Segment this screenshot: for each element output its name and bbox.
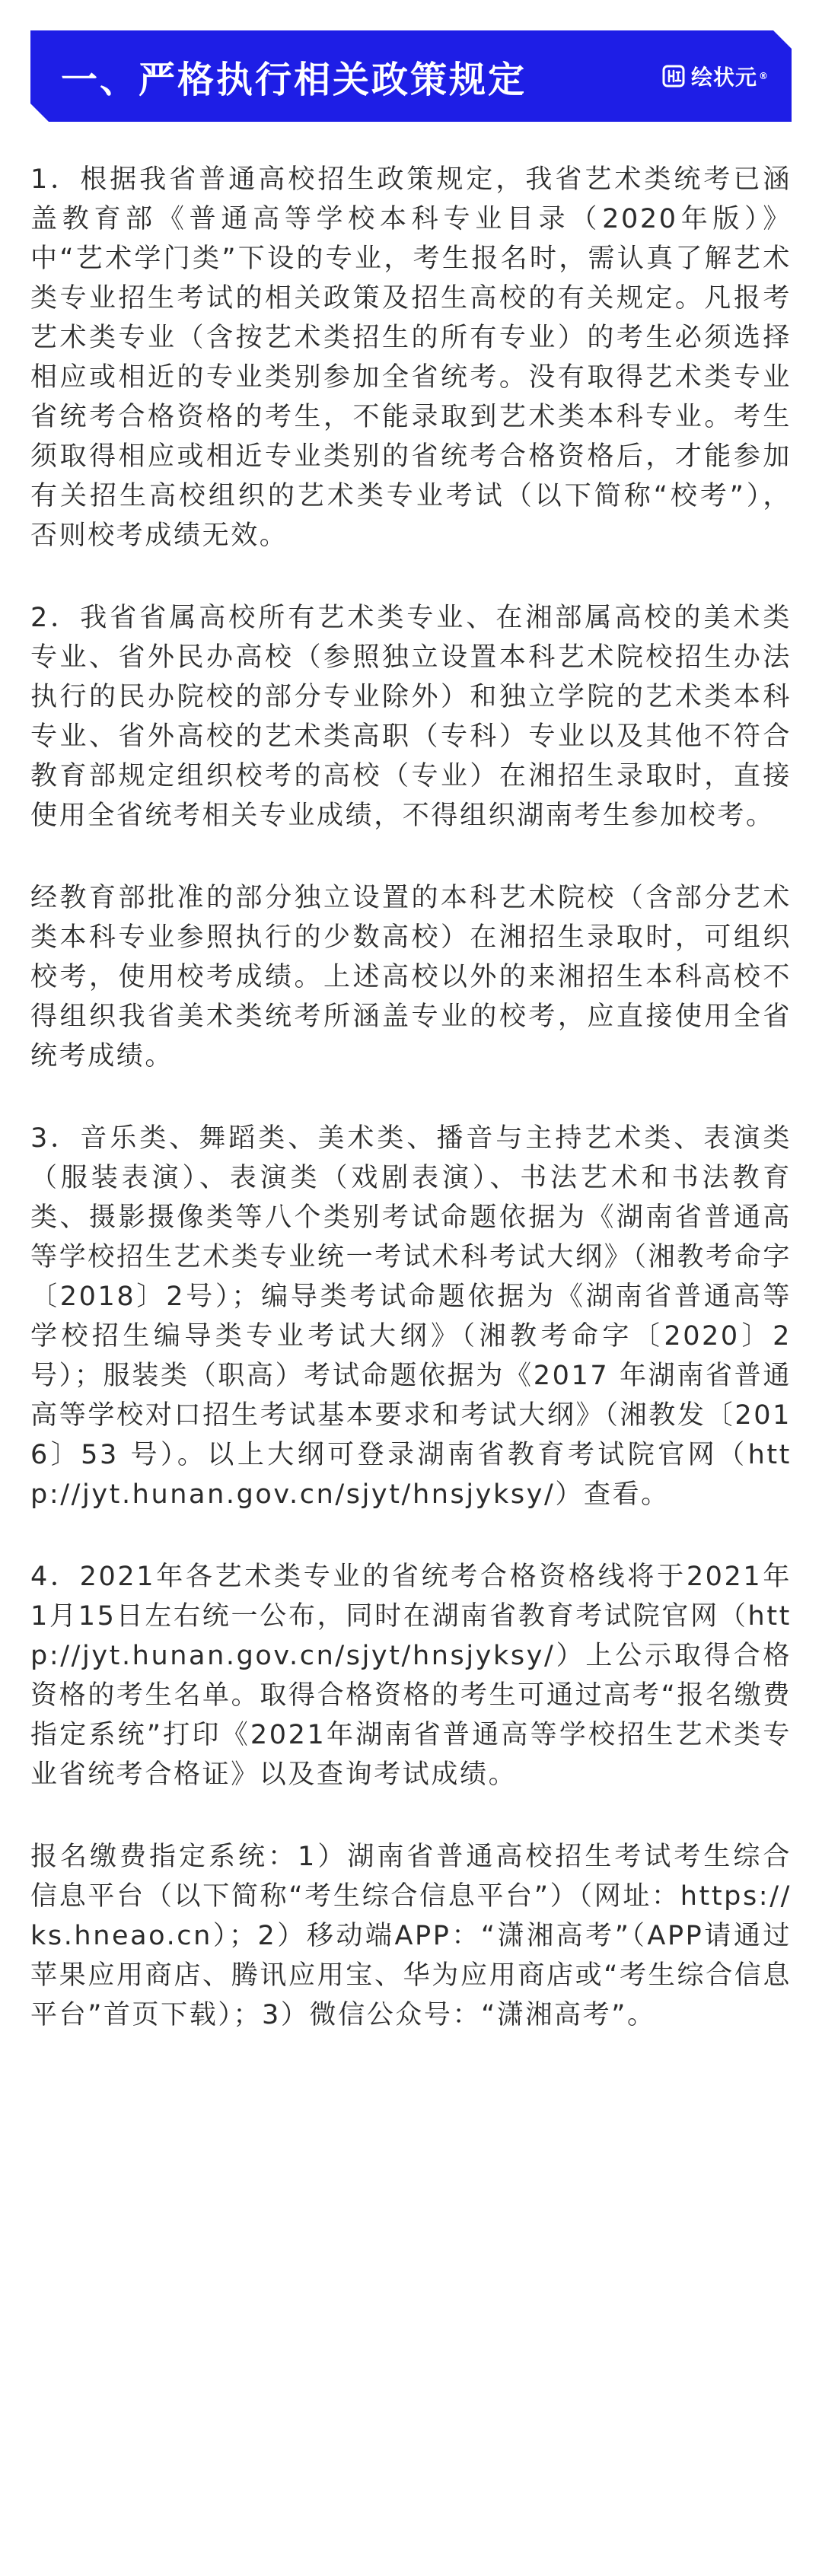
paragraph-3: 经教育部批准的部分独立设置的本科艺术院校（含部分艺术类本科专业参照执行的少数高校）在湘招生录取时，可组织校考，使用校考成绩。上述高校以外的来湘招生本科高校不得组织我省美术类统考所涵盖专业的校考，应直接使用全省统考成绩。 xyxy=(30,883,792,1071)
brand-name: 绘状元 xyxy=(690,65,757,90)
paragraph-4: 3．音乐类、舞蹈类、美术类、播音与主持艺术类、表演类（服装表演）、表演类（戏剧表演）、书法艺术和书法教育类、摄影摄像类等八个类别考试命题依据为《湖南省普通高等学校招生艺术类专业统一考试术科考试大纲》（湘教考命字〔2018〕2号）；编导类考试命题依据为《湖南省普通高等学校招生编导类专业考试大纲》（湘教考命字〔2020〕2号）；服装类（职高）考试命题依据为《2017 年湖南省普通高等学校对口招生考试基本要求和考试大纲》（湘教发〔2016〕53 号）。以上大纲可登录湖南省教育考试院官网（http://jyt.hunan.gov.cn/sjyt/hnsjyksy/）查看。 xyxy=(30,1123,792,1510)
brand-logo xyxy=(662,61,769,91)
brand-logo-icon xyxy=(662,65,685,88)
section-title: 一、严格执行相关政策规定 xyxy=(61,58,527,101)
paragraph-5: 4．2021年各艺术类专业的省统考合格资格线将于2021年1月15日左右统一公布，同时在湖南省教育考试院官网（http://jyt.hunan.gov.cn/sjyt/hnsjyksy/）上公示取得合格资格的考生名单。取得合格资格的考生可通过高考“报名缴费指定系统”打印《2021年湖南省普通高等学校招生艺术类专业省统考合格证》以及查询考试成绩。 xyxy=(30,1562,792,1790)
paragraph-1: 1．根据我省普通高校招生政策规定，我省艺术类统考已涵盖教育部《普通高等学校本科专业目录（2020年版）》中“艺术学门类”下设的专业，考生报名时，需认真了解艺术类专业招生考试的相关政策及招生高校的有关规定。凡报考艺术类专业（含按艺术类招生的所有专业）的考生必须选择相应或相近的专业类别参加全省统考。没有取得艺术类专业省统考合格资格的考生，不能录取到艺术类本科专业。考生须取得相应或相近专业类别的省统考合格资格后，才能参加有关招生高校组织的艺术类专业考试（以下简称“校考”），否则校考成绩无效。 xyxy=(30,164,792,551)
article-body xyxy=(30,160,792,2035)
section-header xyxy=(30,30,792,122)
paragraph-6: 报名缴费指定系统：1）湖南省普通高校招生考试考生综合信息平台（以下简称“考生综合信息平台”）（网址：https://ks.hneao.cn）；2）移动端APP：“潇湘高考”（APP请通过苹果应用商店、腾讯应用宝、华为应用商店或“考生综合信息平台”首页下载）；3）微信公众号：“潇湘高考”。 xyxy=(30,1842,792,2030)
brand-registered-mark: ® xyxy=(759,71,769,81)
paragraph-2: 2．我省省属高校所有艺术类专业、在湘部属高校的美术类专业、省外民办高校（参照独立设置本科艺术院校招生办法执行的民办院校的部分专业除外）和独立学院的艺术类本科专业、省外高校的艺术类高职（专科）专业以及其他不符合教育部规定组织校考的高校（专业）在湘招生录取时，直接使用全省统考相关专业成绩，不得组织湖南考生参加校考。 xyxy=(30,603,792,831)
